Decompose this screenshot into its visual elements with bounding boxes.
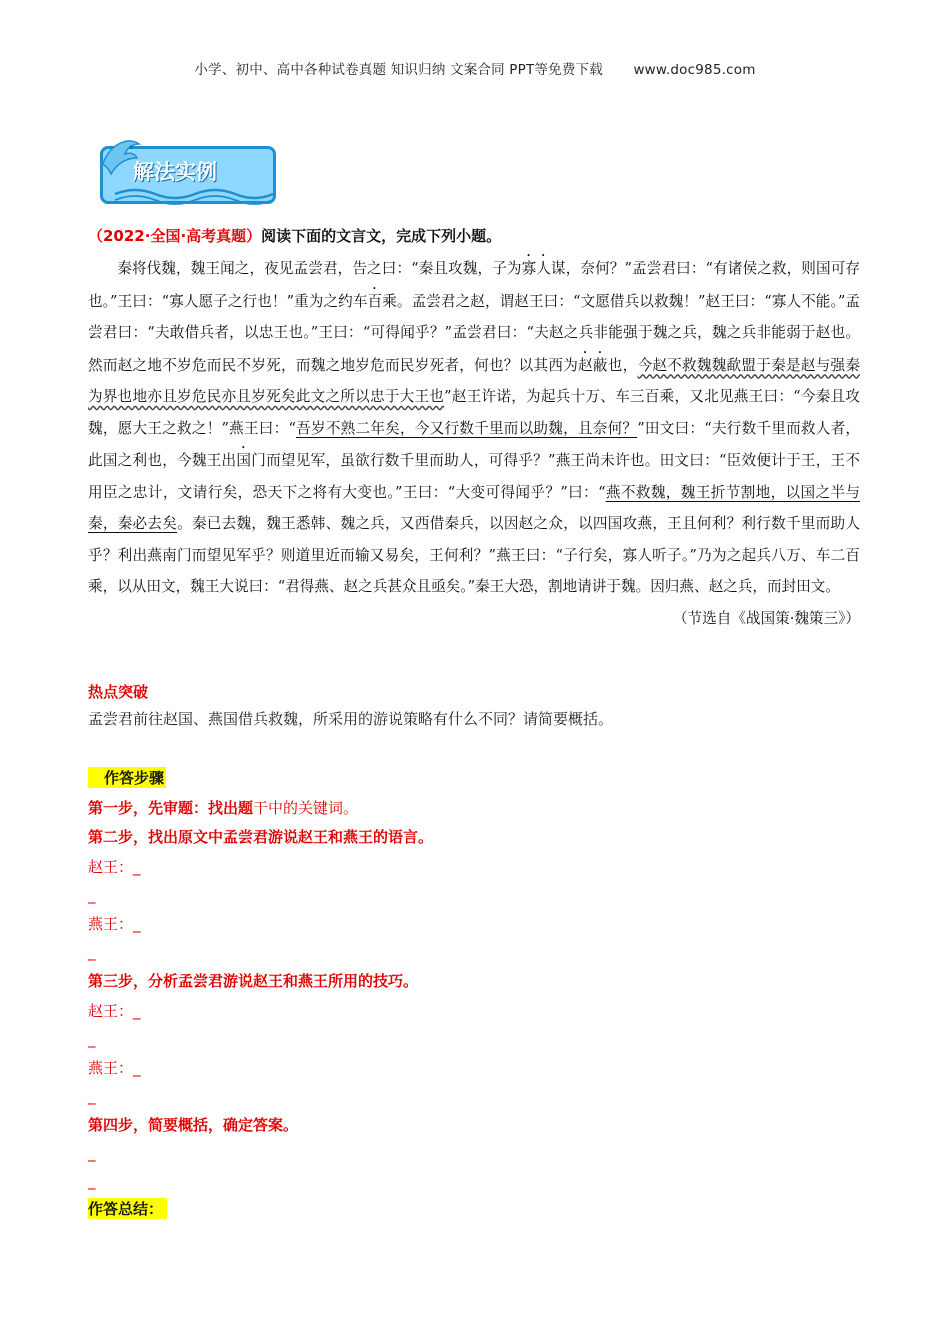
wavy-underlined-sentence: 今赵不救魏魏歃盟于秦是赵与强秦为界也地亦且岁危民亦且岁死矣此文之所以忠于大王也	[88, 356, 860, 405]
question-text: 孟尝君前往赵国、燕国借兵救魏，所采用的游说策略有什么不同？请简要概括。	[88, 710, 614, 728]
passage-text: 秦将伐魏，魏王闻之，夜见孟尝君，告之曰：“秦且攻魏，子为	[117, 260, 522, 277]
reading-instruction: 阅读下面的文言文，完成下列小题。	[261, 227, 502, 245]
header-url[interactable]: www.doc985.com	[633, 62, 756, 78]
yan-technique-field[interactable]: 燕王：_	[88, 1059, 141, 1077]
passage-text: 门而望见军，虽欲行数千里而助人，可得乎？”燕王尚未许也。田文曰：“臣效便计于王，王不用臣之忠计，文请行矣，恐天下之将有大变也。”王曰：“大变可得闻乎？”曰：“	[88, 452, 860, 501]
dotted-word: 寡人	[521, 260, 551, 277]
banner-title: 解法实例	[133, 160, 217, 184]
passage-text: ”田文曰：“夫行数千里而救人者，此国之利也，今魏王出	[88, 419, 860, 469]
yan-answer-field[interactable]: 燕王：_	[88, 915, 141, 933]
answer-blank[interactable]: _	[88, 1172, 96, 1190]
zhao-technique-field[interactable]: 赵王：_	[88, 1002, 141, 1020]
step-1-light: 干中的关键词。	[253, 799, 359, 817]
header-text: 小学、初中、高中各种试卷真题 知识归纳 文案合同 PPT等免费下载	[194, 62, 603, 78]
classical-passage	[88, 252, 860, 634]
passage-text: 谋，奈何？”孟尝君曰：“有诸侯之救，则国可存也。”王曰：“寡人愿子之行也！”重为之约车	[88, 260, 860, 310]
exam-source-tag: （2022·全国·高考真题）	[88, 227, 262, 245]
answer-blank[interactable]: _	[88, 1087, 96, 1105]
passage-text: 。秦已去魏，魏王悉韩、魏之兵，又西借秦兵，以因赵之众，以四国攻燕，王且何利？利行数千里而助人乎？利出燕南门而望见军乎？则道里近而输又易矣，王何利？”燕王曰：“子行矣，寡人听子。”乃为之起兵八万、车二百乘，以从田文，魏王大说曰：“君得燕、赵之兵甚众且亟矣。”秦王大恐，割地请讲于魏。因归燕、赵之兵，而封田文。	[88, 515, 860, 595]
passage-paragraph	[88, 252, 860, 603]
dotted-word: 国	[236, 452, 252, 469]
answer-blank[interactable]: _	[88, 886, 96, 904]
dotted-word: 百	[367, 292, 383, 310]
underlined-sentence: 吾岁不熟二年矣，今又行数千里而以助魏，且奈何？	[295, 419, 638, 437]
section-banner	[95, 134, 281, 208]
answer-summary-title: 作答总结：	[88, 1198, 167, 1219]
page-header	[0, 58, 950, 78]
hot-topic-title: 热点突破	[88, 683, 149, 701]
underlined-sentence: 燕不救魏，魏王折节割地，以国之半与秦，秦必去矣	[88, 483, 860, 532]
answer-blank[interactable]: _	[88, 1144, 96, 1162]
step-1	[88, 797, 358, 818]
step-3: 第三步，分析孟尝君游说赵王和燕王所用的技巧。	[88, 972, 419, 990]
answer-steps-title: 作答步骤	[88, 767, 166, 788]
step-4: 第四步，简要概括，确定答案。	[88, 1116, 299, 1134]
passage-text: 乘。孟尝君之赵，谓赵王曰：“文愿借兵以救魏！”赵王曰：“寡人不能。”孟尝君曰：“夫敢借兵者，以忠王也。”王曰：“可得闻乎？”孟尝君曰：“夫赵之兵非能强于魏之兵，魏之兵非能弱于赵也。然而赵之地不岁危而民不岁死，而魏之地岁危而民岁死者，何也？以其西为	[88, 292, 860, 374]
dotted-word: 赵蔽	[578, 356, 608, 374]
answer-blank[interactable]: _	[88, 943, 96, 961]
question-source-line	[88, 225, 501, 246]
zhao-answer-field[interactable]: 赵王：_	[88, 858, 141, 876]
passage-text: 也，	[607, 356, 638, 374]
passage-citation: （节选自《战国策·魏策三》）	[672, 609, 860, 627]
step-2: 第二步，找出原文中孟尝君游说赵王和燕王的语言。	[88, 828, 434, 846]
answer-blank[interactable]: _	[88, 1030, 96, 1048]
step-1-bold: 第一步，先审题：找出题	[88, 799, 254, 817]
passage-text: ”赵王许诺，为起兵十万、车三百乘，又北见燕王曰：“今秦且攻魏，愿大王之救之！”燕王曰：“	[88, 388, 860, 437]
